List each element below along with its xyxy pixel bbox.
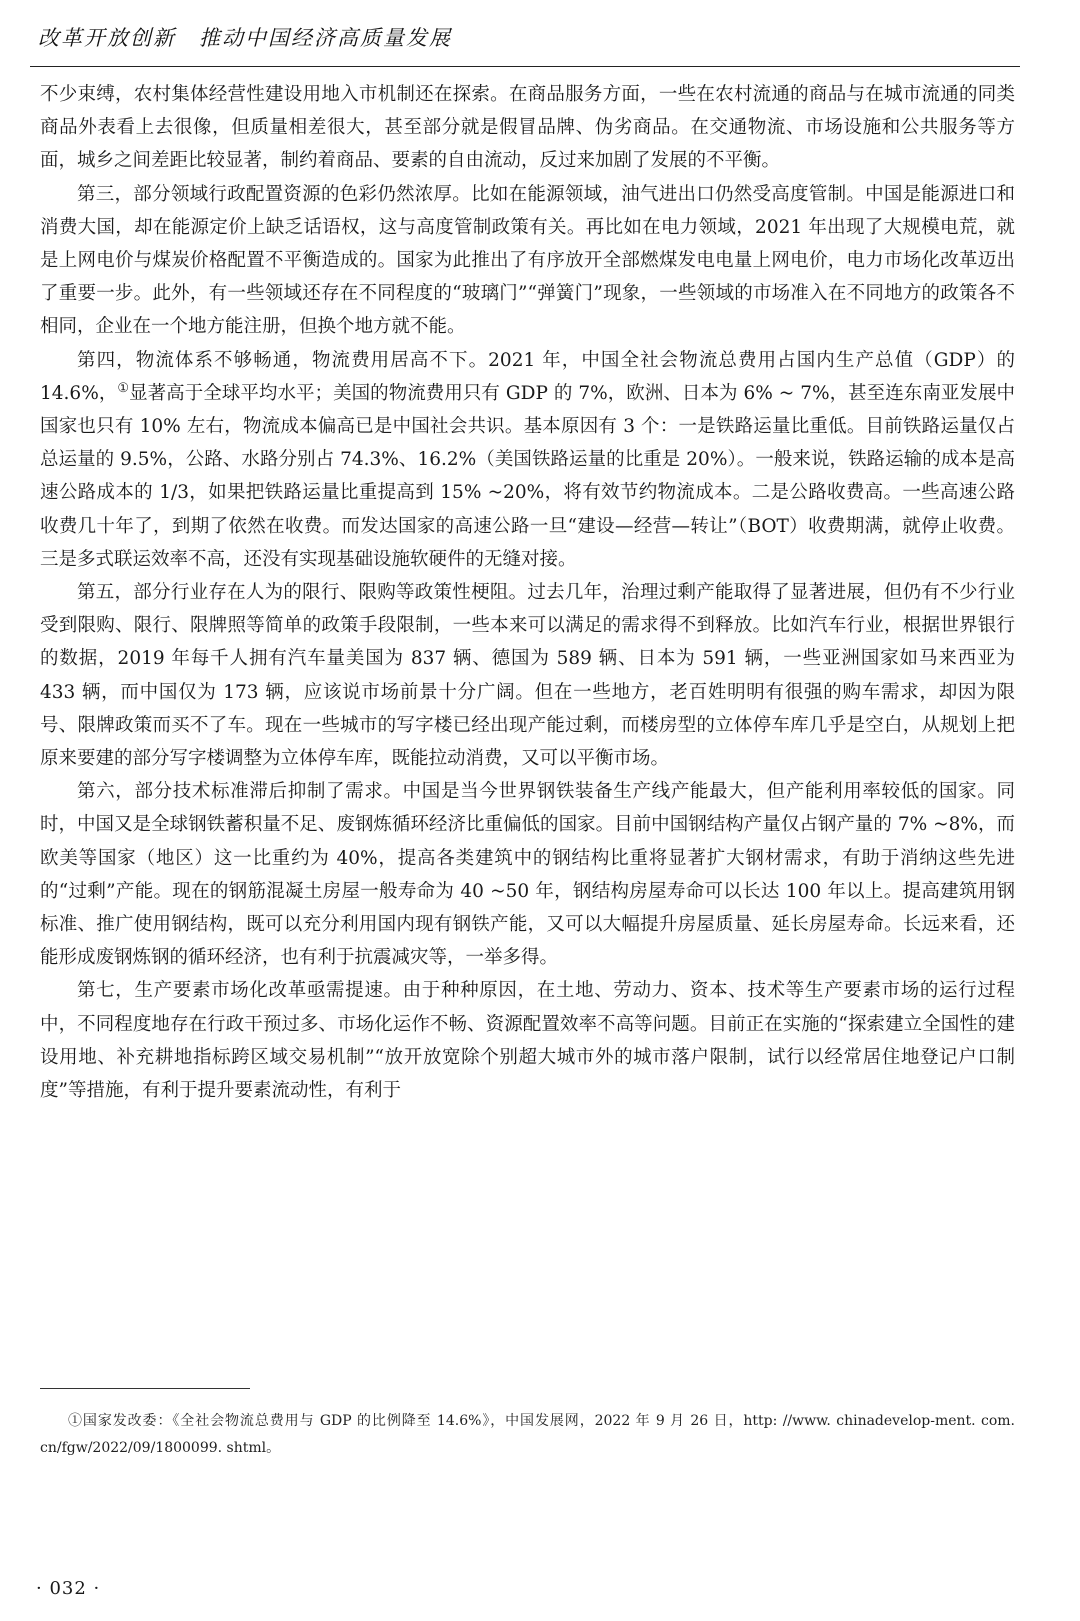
paragraph-continued: 不少束缚，农村集体经营性建设用地入市机制还在探索。在商品服务方面，一些在农村流通的商品与在城市流通的同类商品外表看上去很像，但质量相差很大，甚至部分就是假冒品牌、伪劣商品。在交通物流、市场设施和公共服务等方面，城乡之间差距比较显著，制约着商品、要素的自由流动，反过来加剧了发展的不平衡。 xyxy=(40,84,1015,172)
running-header: 改革开放创新 推动中国经济高质量发展 xyxy=(38,26,452,50)
paragraph-sixth: 第六，部分技术标准滞后抑制了需求。中国是当今世界钢铁装备生产线产能最大，但产能利用率较低的国家。同时，中国又是全球钢铁蓄积量不足、废钢炼循环经济比重偏低的国家。目前中国钢结构产量仅占钢产量的 7% ~8%，而欧美等国家（地区）这一比重约为 40%，提高各类建筑中的钢结构比重将显著扩大钢材需求，有助于消纳这些先进的“过剩”产能。现在的钢筋混凝土房屋一般寿命为 40 ~50 年，钢结构房屋寿命可以长达 100 年以上。提高建筑用钢标准、推广使用钢结构，既可以充分利用国内现有钢铁产能，又可以大幅提升房屋质量、延长房屋寿命。长远来看，还能形成废钢炼钢的循环经济，也有利于抗震减灾等，一举多得。 xyxy=(40,781,1015,969)
paragraph-fifth: 第五，部分行业存在人为的限行、限购等政策性梗阻。过去几年，治理过剩产能取得了显著进展，但仍有不少行业受到限购、限行、限牌照等简单的政策手段限制，一些本来可以满足的需求得不到释放。比如汽车行业，根据世界银行的数据，2019 年每千人拥有汽车量美国为 837 辆、德国为 589 辆、日本为 591 辆，一些亚洲国家如马来西亚为 433 辆，而中国仅为 173 辆，应该说市场前景十分广阔。但在一些地方，老百姓明明有很强的购车需求，却因为限号、限牌政策而买不了车。现在一些城市的写字楼已经出现产能过剩，而楼房型的立体停车库几乎是空白，从规划上把原来要建的部分写字楼调整为立体停车库，既能拉动消费，又可以平衡市场。 xyxy=(40,582,1015,770)
paragraph-fourth xyxy=(40,344,1015,576)
page-number: · 032 · xyxy=(36,1578,101,1599)
header-rule xyxy=(30,66,1020,67)
footnote-reference[interactable]: ① xyxy=(117,380,130,396)
paragraph-fourth-part-a: 第四，物流体系不够畅通，物流费用居高不下。2021 年，中国全社会物流总费用占国内生产总值（GDP）的 14.6%， xyxy=(40,349,1015,404)
paragraph-seventh: 第七，生产要素市场化改革亟需提速。由于种种原因，在土地、劳动力、资本、技术等生产要素市场的运行过程中，不同程度地存在行政干预过多、市场化运作不畅、资源配置效率不高等问题。目前正在实施的“探索建立全国性的建设用地、补充耕地指标跨区域交易机制”“放开放宽除个别超大城市外的城市落户限制，试行以经常居住地登记户口制度”等措施，有利于提升要素流动性，有利于 xyxy=(40,980,1015,1102)
paragraph-fourth-part-b: 显著高于全球平均水平；美国的物流费用只有 GDP 的 7%，欧洲、日本为 6% ~ 7%，甚至连东南亚发展中国家也只有 10% 左右，物流成本偏高已是中国社会共识。基本原因有 3 个：一是铁路运量比重低。目前铁路运量仅占总运量的 9.5%，公路、水路分别占 74.3%、16.2%（美国铁路运量的比重是 20%）。一般来说，铁路运输的成本是高速公路成本的 1/3，如果把铁路运量比重提高到 15% ~20%，将有效节约物流成本。二是公路收费高。一些高速公路收费几十年了，到期了依然在收费。而发达国家的高速公路一旦“建设—经营—转让”（BOT）收费期满，就停止收费。三是多式联运效率不高，还没有实现基础设施软硬件的无缝对接。 xyxy=(40,382,1015,570)
paragraph-third: 第三，部分领域行政配置资源的色彩仍然浓厚。比如在能源领域，油气进出口仍然受高度管制。中国是能源进口和消费大国，却在能源定价上缺乏话语权，这与高度管制政策有关。再比如在电力领域，2021 年出现了大规模电荒，就是上网电价与煤炭价格配置不平衡造成的。国家为此推出了有序放开全部燃煤发电电量上网电价，电力市场化改革迈出了重要一步。此外，有一些领域还存在不同程度的“玻璃门”“弹簧门”现象，一些领域的市场准入在不同地方的政策各不相同，企业在一个地方能注册，但换个地方就不能。 xyxy=(40,183,1015,338)
body-text xyxy=(40,78,1015,1107)
footnote-rule xyxy=(40,1388,250,1389)
footnote: ①国家发改委：《全社会物流总费用与 GDP 的比例降至 14.6%》，中国发展网，2022 年 9 月 26 日，http: //www. chinadevelop-ment. com. cn/fgw/2022/09/1800099. shtml。 xyxy=(40,1413,1015,1456)
